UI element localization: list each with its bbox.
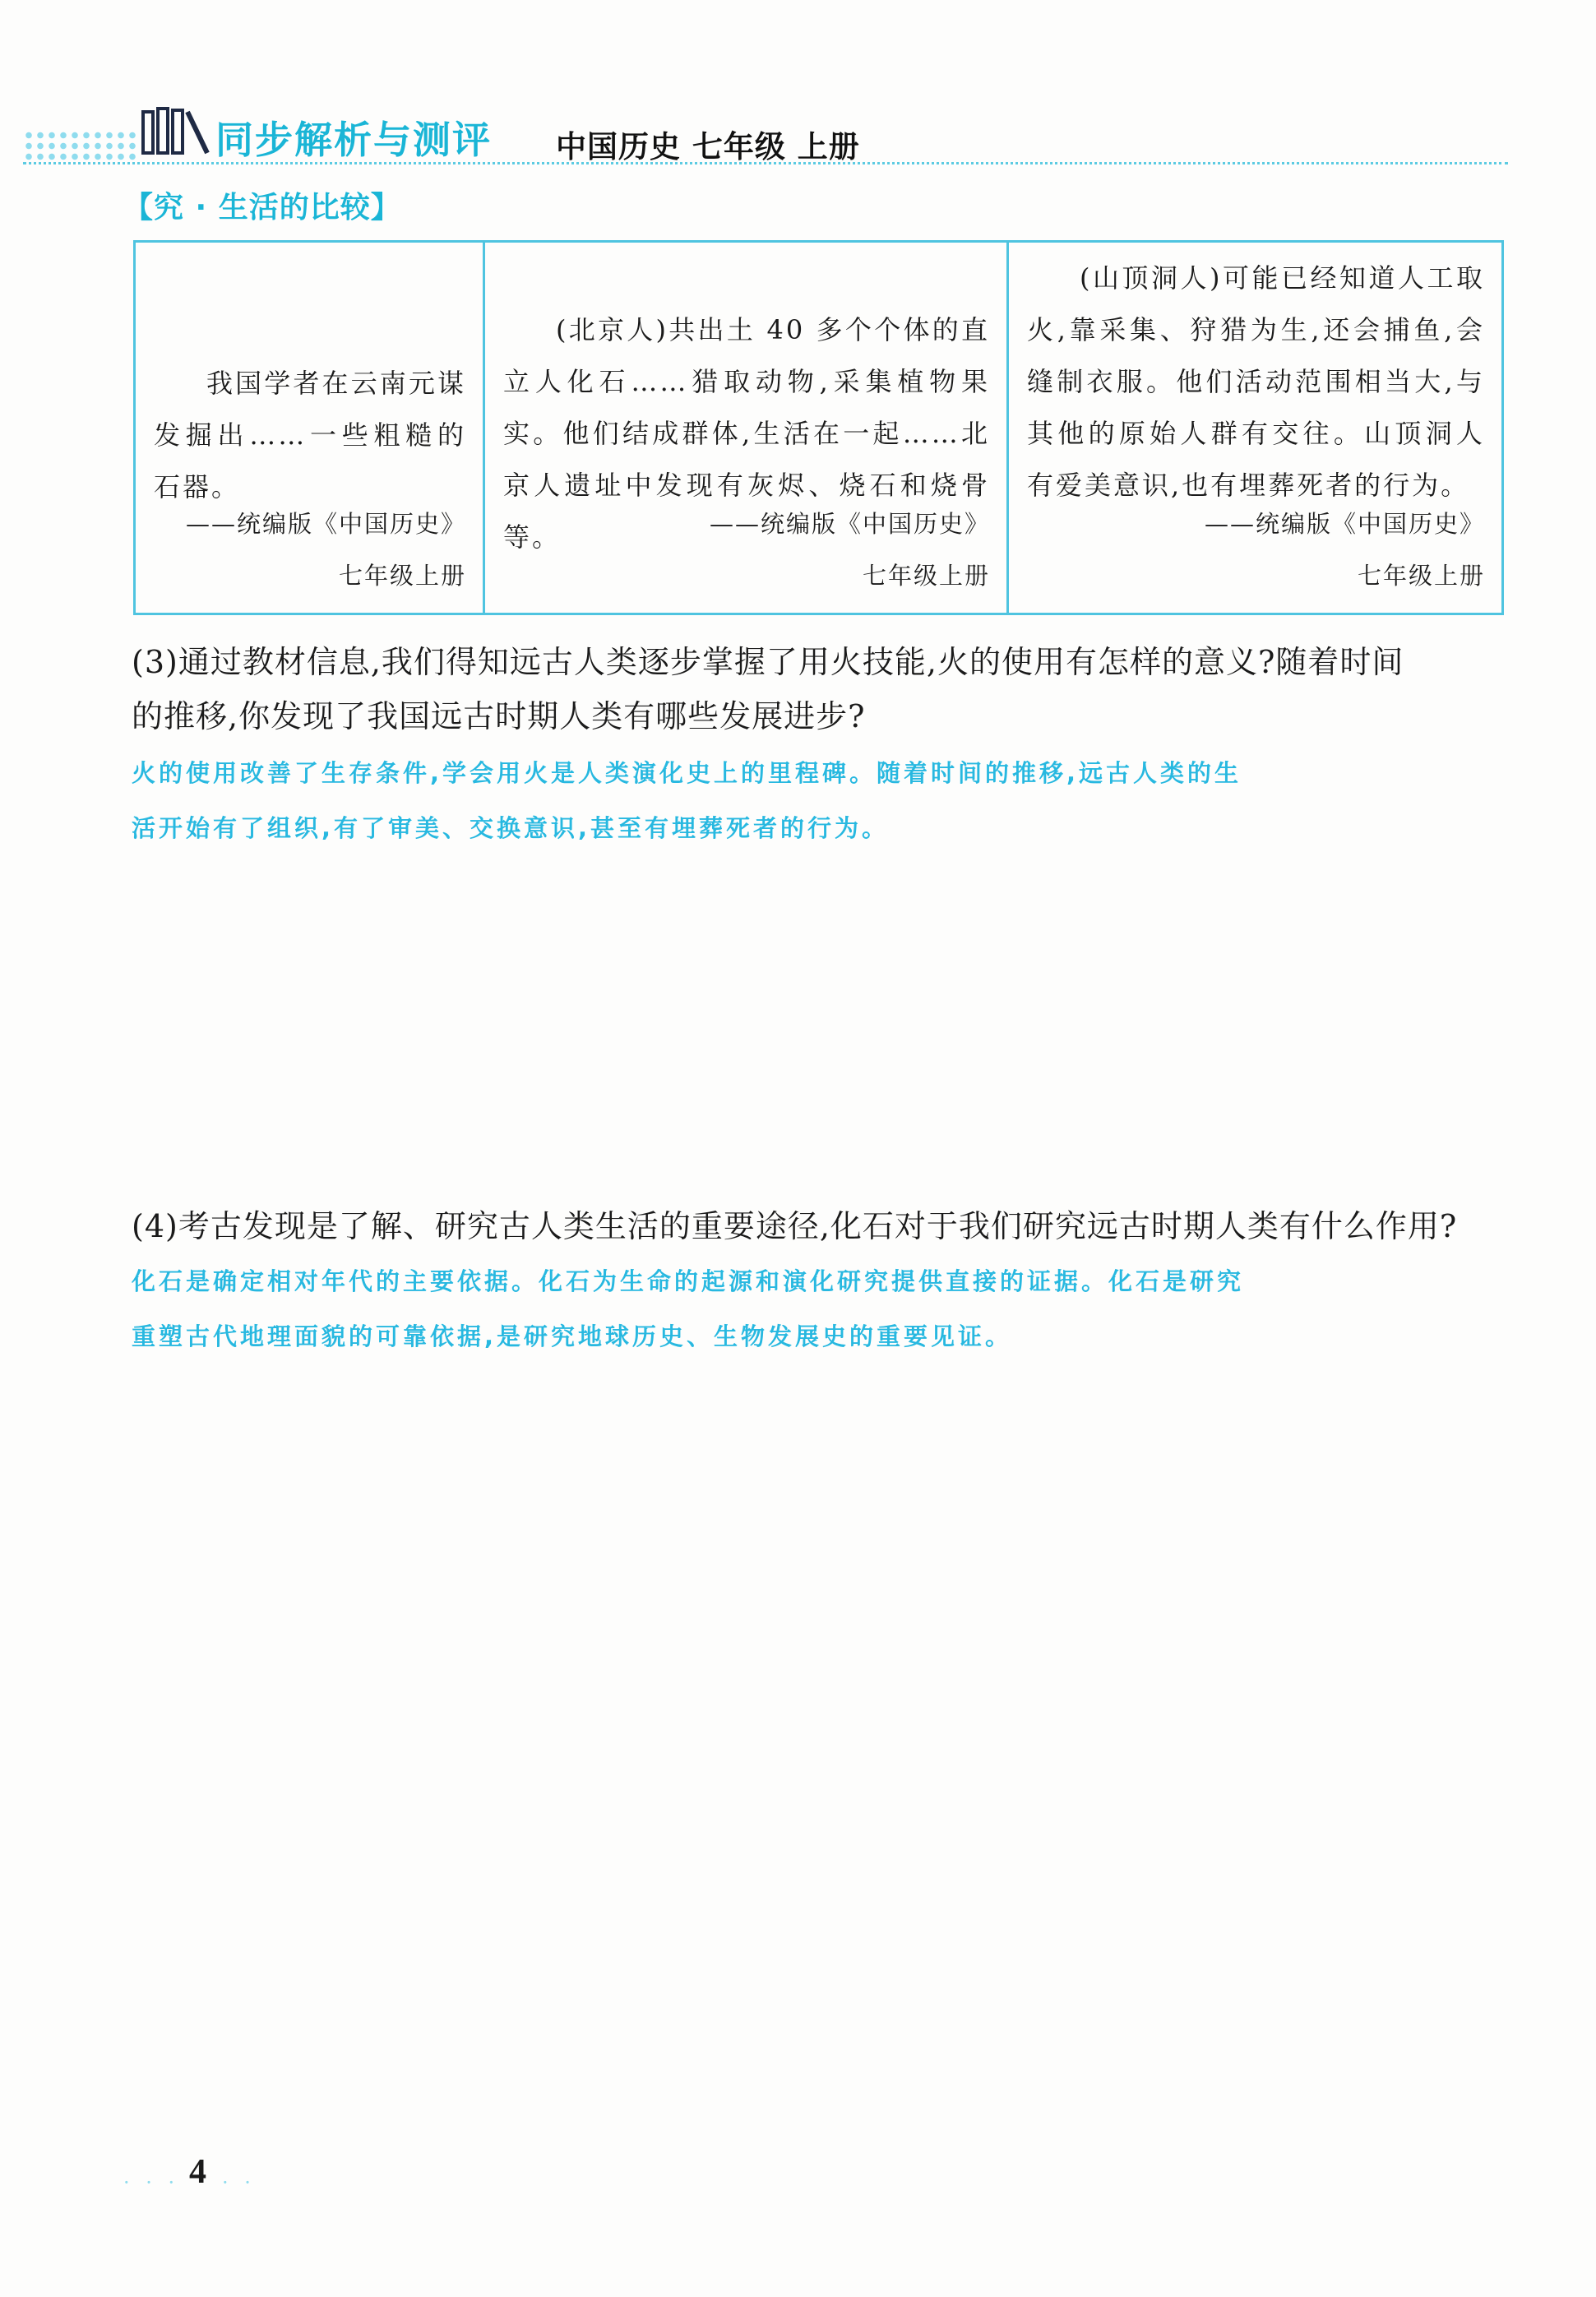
page-dots-right: · · <box>222 2171 256 2194</box>
page-dots-left: · · · <box>123 2171 180 2194</box>
table-cell-shandingdong <box>1009 243 1501 613</box>
cell-text: 我国学者在云南元谋发掘出……一些粗糙的石器。 <box>154 368 466 502</box>
cell-source: ——统编版《中国历史》 <box>709 510 990 538</box>
answer-4-line1: 化石是确定相对年代的主要依据。化石为生命的起源和演化研究提供直接的证据。化石是研究 <box>132 1267 1245 1295</box>
table-cell-yuanmou <box>136 243 485 613</box>
answer-3-line2: 活开始有了组织,有了审美、交换意识,甚至有埋葬死者的行为。 <box>132 814 890 842</box>
table-cell-beijing <box>485 243 1009 613</box>
cell-source: ——统编版《中国历史》 <box>185 510 466 538</box>
page-header <box>0 0 1596 164</box>
section-title: 【究 · 生活的比较】 <box>123 191 401 225</box>
cell-grade: 七年级上册 <box>338 562 466 590</box>
brand-title: 同步解析与测评 <box>215 118 492 162</box>
cell-source: ——统编版《中国历史》 <box>1204 510 1485 538</box>
header-divider <box>23 162 1508 164</box>
answer-3-line1: 火的使用改善了生存条件,学会用火是人类演化史上的里程碑。随着时间的推移,远古人类的生 <box>132 759 1242 787</box>
question-3-line1: (3)通过教材信息,我们得知远古人类逐步掌握了用火技能,火的使用有怎样的意义?随着时间 <box>132 644 1404 680</box>
books-icon <box>141 107 210 155</box>
cell-text: (山顶洞人)可能已经知道人工取火,靠采集、狩猎为生,还会捕鱼,会缝制衣服。他们活动范围相当大,与其他的原始人群有交往。山顶洞人有爱美意识,也有埋葬死者的行为。 <box>1027 262 1485 501</box>
decorative-dots <box>23 130 138 163</box>
cell-text: (北京人)共出土 40 多个个体的直立人化石……猎取动物,采集植物果实。他们结成群体,生活在一起……北京人遗址中发现有灰烬、烧石和烧骨等。 <box>503 314 990 553</box>
comparison-table <box>133 240 1504 615</box>
cell-grade: 七年级上册 <box>1357 562 1485 590</box>
cell-grade: 七年级上册 <box>862 562 990 590</box>
book-subject: 中国历史 七年级 上册 <box>556 129 860 164</box>
page-number: 4 <box>189 2153 206 2191</box>
answer-4-line2: 重塑古代地理面貌的可靠依据,是研究地球历史、生物发展史的重要见证。 <box>132 1322 1013 1350</box>
question-3-line2: 的推移,你发现了我国远古时期人类有哪些发展进步? <box>132 698 866 734</box>
question-4-line1: (4)考古发现是了解、研究古人类生活的重要途径,化石对于我们研究远古时期人类有什么作用? <box>132 1208 1458 1244</box>
